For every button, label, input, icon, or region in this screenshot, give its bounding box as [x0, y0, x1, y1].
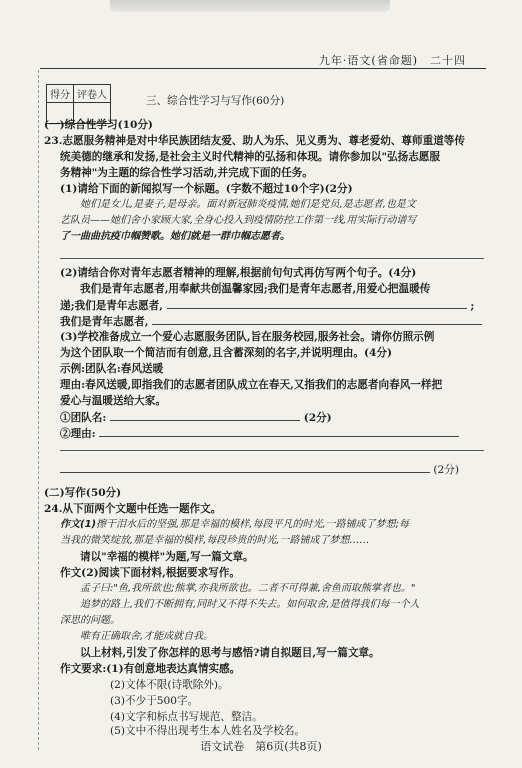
part1-title: (一)综合性学习(10分): [44, 119, 153, 131]
q23-line-1: 23.志愿服务精神是对中华民族团结友爱、助人为乐、见义勇为、尊老爱幼、尊师重道等传: [44, 135, 465, 147]
material-line-2: 追梦的路上,我们不断拥有,同时又不得不失去。如何取舍,是值得我们每一个人: [80, 599, 420, 610]
reason-points: (2分): [433, 464, 459, 476]
essay1-label: 作文(1): [60, 519, 97, 530]
requirement-4: (4)文字和标点书写规范、整洁。: [110, 711, 263, 723]
material-line-3: 深思的问题。: [60, 615, 120, 626]
q23-2-semicolon: ;: [470, 300, 475, 312]
q23-2-example-a: 我们是青年志愿者,用奉献共创温馨家园;我们是青年志愿者,用爱心把温暖传: [80, 283, 431, 295]
material-line-1: 孟子曰:"鱼,我所欲也;熊掌,亦我所欲也。二者不可得兼,舍鱼而取熊掌者也。": [80, 583, 416, 594]
q23-1-prompt: (1)请给下面的新闻拟写一个标题。(字数不超过10个字)(2分): [60, 183, 353, 195]
q23-3-line-1: (3)学校准备成立一个爱心志愿服务团队,旨在服务校园,服务社会。请你仿照示例: [60, 331, 435, 343]
requirement-5: (5)文中不得出现考生本人姓名及学校名。: [110, 725, 306, 737]
q23-2-prompt: (2)请结合你对青年志愿者精神的理解,根据前句句式再仿写两个句子。(4分): [60, 267, 417, 279]
news-line-1: 她们是女儿,是妻子,是母亲。面对新冠肺炎疫情,她们是党员,是志愿者,也是文: [80, 199, 416, 210]
section-title: 三、综合性学习与写作(60分): [146, 95, 285, 107]
team-name-points: (2分): [303, 412, 332, 424]
reason-label: ②理由:: [60, 428, 96, 440]
page-footer: 语文试卷 第6页(共8页): [200, 740, 322, 753]
reason-points-row: [60, 462, 484, 477]
reason-blank-1[interactable]: [99, 426, 459, 437]
page-header: 九年·语文(省命题) 二十四: [318, 54, 466, 67]
q23-2-line-2: [60, 314, 484, 329]
team-name-label: ①团队名:: [60, 412, 107, 424]
essay1-text-1: 擦干泪水后的坚强,那是幸福的模样,每段平凡的时光,一路铺成了梦想;每: [96, 519, 410, 530]
reason-blank-3[interactable]: [60, 462, 430, 473]
material-line-4: 唯有正确取舍,才能成就自我。: [80, 631, 214, 642]
team-name-row: [60, 410, 484, 425]
q23-1-answer-line[interactable]: [60, 258, 484, 259]
q23-3-line-2: 为这个团队取一个简洁而有创意,且含蓄深刻的名字,并说明理由。(4分): [60, 347, 392, 359]
score-label: 得分: [47, 85, 74, 103]
header-rule: [40, 68, 486, 69]
q23-2-line-2-text: 我们是青年志愿者,: [60, 316, 149, 328]
news-line-2: 艺队员——她们舍小家顾大家,全身心投入到疫情防控工作第一线,用实际行动谱写: [60, 215, 417, 226]
requirement-3: (3)不少于500字。: [110, 695, 199, 707]
q23-line-3: 务精神"为主题的综合性学习活动,并完成下面的任务。: [60, 167, 313, 179]
q23-2-line-1-text: 递;我们是青年志愿者,: [60, 300, 163, 312]
binding-margin-line: [38, 70, 39, 750]
requirements-label: 作文要求:: [60, 663, 107, 675]
example-reason-2: 爱心与温暖送给大家。: [60, 395, 166, 407]
team-name-blank[interactable]: [110, 410, 300, 421]
essay1-prompt: 请以"幸福的模样"为题,写一篇文章。: [80, 551, 254, 563]
example-team-name: 示例:团队名:春风送暖: [60, 363, 164, 375]
material-prompt: 以上材料,引发了你怎样的思考与感悟?请自拟题目,写一篇文章。: [80, 647, 380, 659]
requirement-2: (2)文体不限(诗歌除外)。: [110, 679, 229, 691]
part2-title: (二)写作(50分): [44, 487, 122, 499]
q23-2-blank-1[interactable]: [167, 298, 467, 309]
scanner-shadow: [110, 0, 390, 12]
grader-label: 评卷人: [74, 85, 111, 103]
news-line-3: 了一曲曲抗疫巾帼赞歌。她们就是一群巾帼志愿者。: [60, 231, 290, 242]
q23-2-line-1: [60, 298, 484, 313]
reason-blank-2[interactable]: [60, 450, 484, 451]
requirements-row-1: [60, 662, 484, 676]
q24-prompt: 24.从下面两个文题中任选一题作文。: [44, 503, 222, 515]
essay1-line-2: 当我的微笑绽放,那是幸福的模样,每段珍贵的时光,一路铺成了梦想……: [60, 535, 370, 546]
essay2-intro: 作文(2)阅读下面材料,根据要求写作。: [60, 567, 240, 579]
essay1-line-1: [60, 518, 484, 532]
requirement-1: (1)有创意地表达真情实感。: [106, 663, 241, 675]
example-reason-1: 理由:春风送暖,即指我们的志愿者团队成立在春天,又指我们的志愿者向春风一样把: [60, 379, 443, 391]
q23-2-blank-2[interactable]: [152, 314, 482, 325]
q23-line-2: 统美德的继承和发扬,是社会主义时代精神的弘扬和体现。请你参加以"弘扬志愿服: [60, 151, 440, 163]
reason-row: [60, 426, 484, 441]
